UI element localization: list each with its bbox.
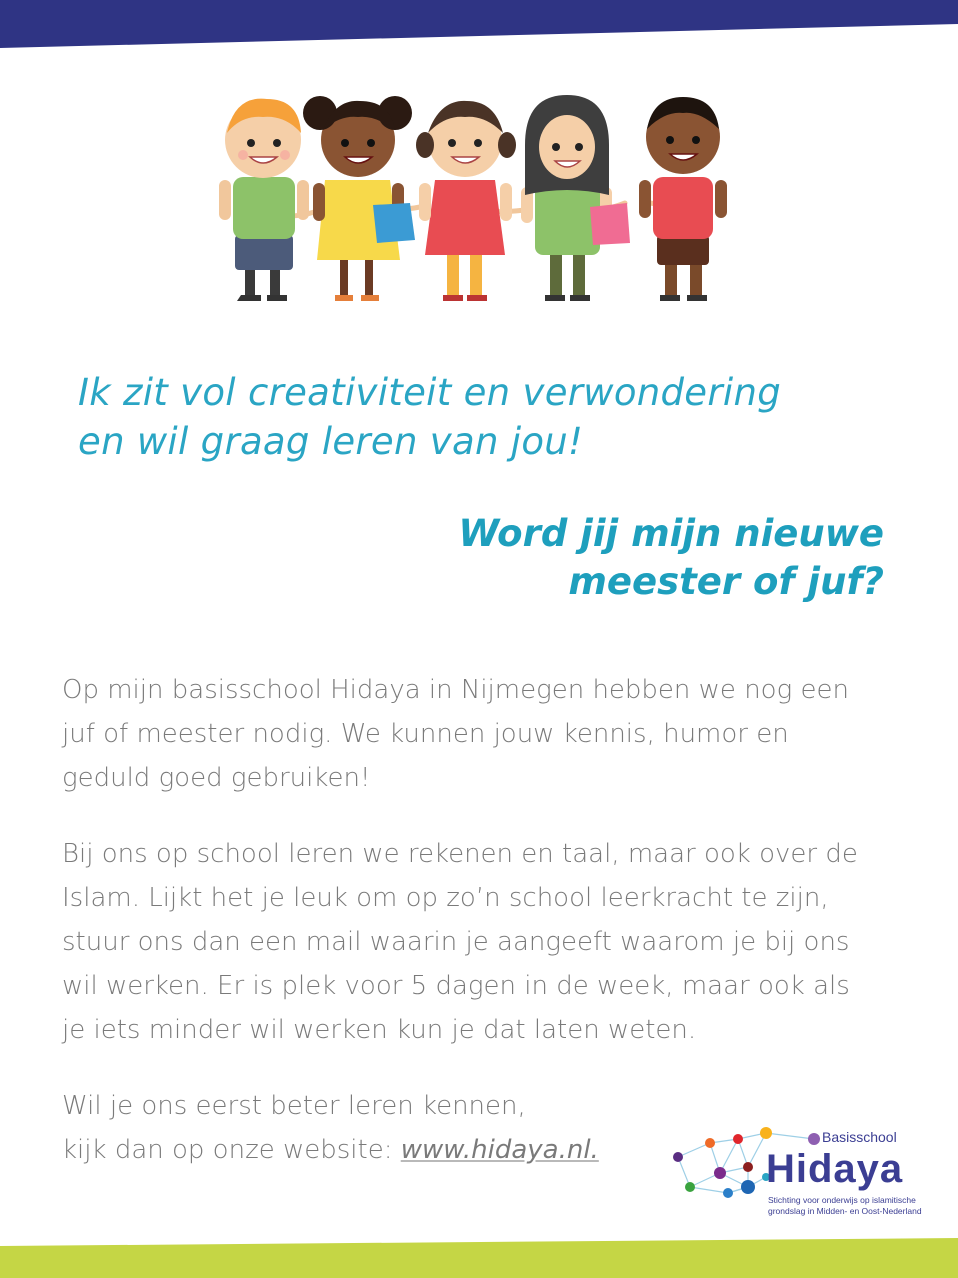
logo-name: Hidaya: [766, 1147, 904, 1191]
website-prefix: kijk dan op onze website:: [62, 1135, 401, 1165]
paragraph-line: je iets minder wil werken kun je dat laten weten.: [62, 1015, 697, 1045]
kid-5: [639, 97, 727, 301]
paragraph-line: Op mijn basisschool Hidaya in Nijmegen hebben we nog een: [62, 675, 849, 705]
kid-4: [521, 95, 630, 301]
question-line-2: meester of juf?: [568, 560, 884, 603]
kid-2: [303, 96, 415, 301]
paragraph-line: juf of meester nodig. We kunnen jouw kennis, humor en: [62, 719, 789, 749]
tagline: [78, 368, 838, 466]
paragraph-line: geduld goed gebruiken!: [62, 763, 371, 793]
top-color-band: [0, 0, 958, 60]
bottom-band-shape: [0, 1238, 958, 1278]
paragraph-line: wil werken. Er is plek voor 5 dagen in de week, maar ook als: [62, 971, 850, 1001]
logo-small-title: Basisschool: [822, 1129, 897, 1145]
paragraph-line: Wil je ons eerst beter leren kennen,: [62, 1091, 526, 1121]
recruitment-question: [364, 510, 884, 606]
question-line-1: Word jij mijn nieuwe: [458, 512, 884, 555]
website-link[interactable]: www.hidaya.nl.: [400, 1135, 599, 1165]
paragraph-line: Bij ons op school leren we rekenen en taal, maar ook over de: [62, 839, 858, 869]
tagline-line-1: Ik zit vol creativiteit en verwondering: [78, 371, 781, 414]
bottom-color-band: [0, 1218, 958, 1278]
logo-tagline-line-1: Stichting voor onderwijs op islamitische: [768, 1195, 916, 1205]
paragraph-intro: [62, 668, 902, 800]
top-band-shape: [0, 0, 958, 48]
children-illustration: [195, 85, 765, 310]
logo-tagline-line-2: grondslag in Midden- en Oost-Nederland: [768, 1206, 922, 1216]
paragraph-line: Islam. Lijkt het je leuk om op zo’n school leerkracht te zijn,: [62, 883, 829, 913]
kid-3: [416, 101, 516, 301]
logo-tagline: [768, 1195, 922, 1217]
paragraph-line: stuur ons dan een mail waarin je aangeeft waarom je bij ons: [62, 927, 850, 957]
tagline-line-2: en wil graag leren van jou!: [78, 420, 584, 463]
paragraph-details: [62, 832, 902, 1052]
kid-1: [219, 99, 309, 301]
